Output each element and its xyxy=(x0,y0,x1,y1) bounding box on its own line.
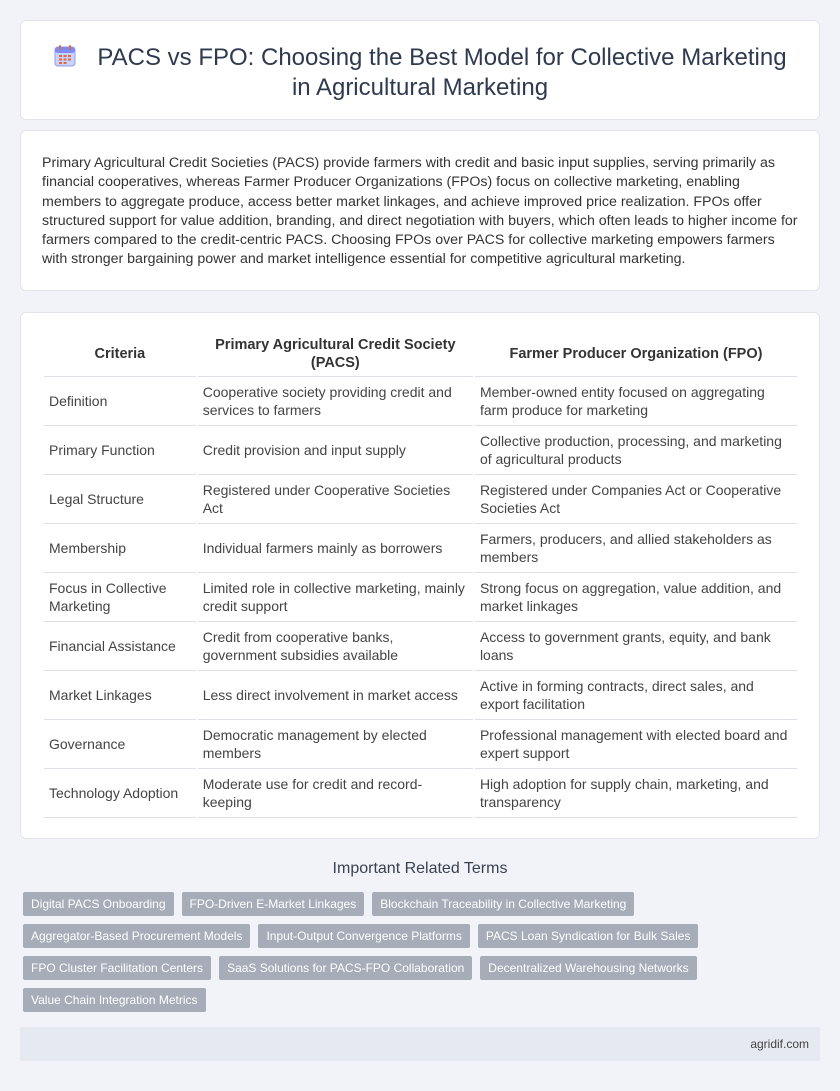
related-term-tag[interactable]: Decentralized Warehousing Networks xyxy=(480,956,696,980)
pacs-cell: Individual farmers mainly as borrowers xyxy=(198,524,473,573)
footer-site-link[interactable]: agridif.com xyxy=(750,1037,809,1051)
related-term-tag[interactable]: FPO Cluster Facilitation Centers xyxy=(23,956,211,980)
criteria-cell: Focus in Collective Marketing xyxy=(44,573,196,622)
criteria-cell: Market Linkages xyxy=(44,671,196,720)
calendar-icon xyxy=(53,44,77,68)
pacs-cell: Cooperative society providing credit and services to farmers xyxy=(198,377,473,426)
table-row xyxy=(44,524,797,573)
pacs-cell: Credit from cooperative banks, government subsidies available xyxy=(198,622,473,671)
table-row xyxy=(44,769,797,818)
related-term-tag[interactable]: Digital PACS Onboarding xyxy=(23,892,174,916)
related-term-tag[interactable]: FPO-Driven E-Market Linkages xyxy=(182,892,365,916)
fpo-cell: Member-owned entity focused on aggregating farm produce for marketing xyxy=(475,377,797,426)
pacs-cell: Registered under Cooperative Societies Act xyxy=(198,475,473,524)
criteria-cell: Definition xyxy=(44,377,196,426)
pacs-cell: Limited role in collective marketing, mainly credit support xyxy=(198,573,473,622)
page-title-block xyxy=(41,43,799,103)
table-row xyxy=(44,426,797,475)
table-row xyxy=(44,622,797,671)
comparison-table-card xyxy=(20,312,820,839)
criteria-cell: Membership xyxy=(44,524,196,573)
fpo-cell: Professional management with elected board and expert support xyxy=(475,720,797,769)
criteria-cell: Financial Assistance xyxy=(44,622,196,671)
related-term-tag[interactable]: PACS Loan Syndication for Bulk Sales xyxy=(478,924,699,948)
table-row xyxy=(44,720,797,769)
fpo-cell: Registered under Companies Act or Cooperative Societies Act xyxy=(475,475,797,524)
related-term-tag[interactable]: Input-Output Convergence Platforms xyxy=(258,924,469,948)
criteria-cell: Technology Adoption xyxy=(44,769,196,818)
table-row xyxy=(44,475,797,524)
fpo-cell: Farmers, producers, and allied stakeholders as members xyxy=(475,524,797,573)
header-fpo: Farmer Producer Organization (FPO) xyxy=(475,331,797,377)
fpo-cell: Collective production, processing, and marketing of agricultural products xyxy=(475,426,797,475)
table-row xyxy=(44,671,797,720)
comparison-table xyxy=(42,331,799,818)
criteria-cell: Governance xyxy=(44,720,196,769)
criteria-cell: Legal Structure xyxy=(44,475,196,524)
header-pacs: Primary Agricultural Credit Society (PACS) xyxy=(198,331,473,377)
table-header-row xyxy=(44,331,797,377)
pacs-cell: Less direct involvement in market access xyxy=(198,671,473,720)
fpo-cell: High adoption for supply chain, marketing, and transparency xyxy=(475,769,797,818)
related-term-tag[interactable]: Blockchain Traceability in Collective Marketing xyxy=(372,892,634,916)
intro-card xyxy=(20,130,820,291)
table-row xyxy=(44,377,797,426)
related-terms-list xyxy=(23,892,803,1020)
pacs-cell: Credit provision and input supply xyxy=(198,426,473,475)
related-term-tag[interactable]: Aggregator-Based Procurement Models xyxy=(23,924,250,948)
related-term-tag[interactable]: SaaS Solutions for PACS-FPO Collaboration xyxy=(219,956,472,980)
criteria-cell: Primary Function xyxy=(44,426,196,475)
fpo-cell: Access to government grants, equity, and bank loans xyxy=(475,622,797,671)
page-title: PACS vs FPO: Choosing the Best Model for Collective Marketing in Agricultural Marketing xyxy=(97,44,787,101)
footer-bar xyxy=(20,1027,820,1061)
related-terms-title: Important Related Terms xyxy=(332,860,508,877)
intro-paragraph: Primary Agricultural Credit Societies (PACS) provide farmers with credit and basic input supplies, serving primarily as financial cooperatives, whereas Farmer Producer Organizations (FPOs) focus on collective marketing, enabling members to aggregate produce, access better market linkages, and achieve improved price realization. FPOs offer structured support for value addition, branding, and direct negotiation with buyers, which often leads to higher income for farmers compared to the credit-centric PACS. Choosing FPOs over PACS for collective marketing empowers farmers with stronger bargaining power and market intelligence essential for competitive agricultural marketing. xyxy=(42,155,798,268)
pacs-cell: Moderate use for credit and record-keeping xyxy=(198,769,473,818)
table-row xyxy=(44,573,797,622)
related-term-tag[interactable]: Value Chain Integration Metrics xyxy=(23,988,206,1012)
fpo-cell: Strong focus on aggregation, value addition, and market linkages xyxy=(475,573,797,622)
header-card xyxy=(20,20,820,120)
fpo-cell: Active in forming contracts, direct sales, and export facilitation xyxy=(475,671,797,720)
pacs-cell: Democratic management by elected members xyxy=(198,720,473,769)
header-criteria: Criteria xyxy=(44,331,196,377)
